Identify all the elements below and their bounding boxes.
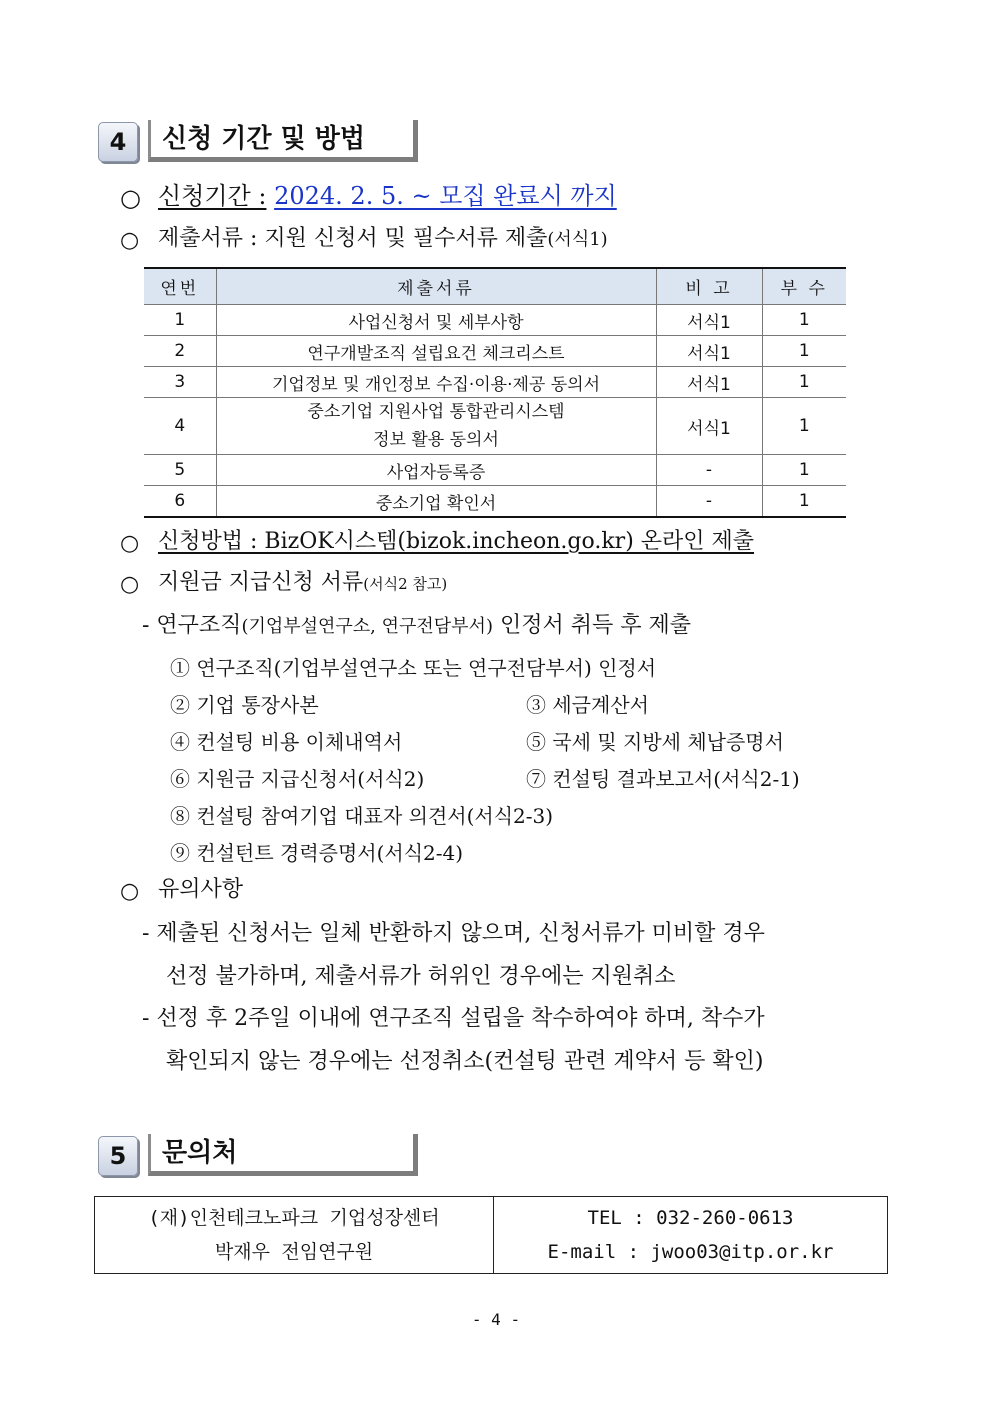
application-method: 신청방법 : BizOK시스템(bizok.incheon.go.kr) 온라인 제출 — [158, 529, 755, 554]
research-org: - 연구조직 — [142, 613, 242, 638]
header-copies: 부 수 — [762, 268, 846, 305]
note-line: - 선정 후 2주일 이내에 연구조직 설립을 착수하여야 하며, 착수가 — [142, 1006, 765, 1031]
docs-intro-note: (서식1) — [547, 229, 608, 250]
row-number: 4 — [144, 398, 216, 455]
table-row — [144, 305, 846, 336]
section5-header — [98, 1134, 428, 1184]
row-copies: 1 — [762, 305, 846, 336]
notes-title: 유의사항 — [158, 877, 244, 902]
notes-bullet-icon: ○ — [120, 879, 140, 904]
contact-table — [94, 1196, 888, 1274]
grant-item: ③ 세금계산서 — [526, 693, 649, 717]
row-remarks: 서식1 — [656, 398, 762, 455]
section4-title: 신청 기간 및 방법 — [162, 124, 365, 154]
table-row — [144, 336, 846, 367]
contact-person: 박재우 전임연구원 — [214, 1241, 374, 1263]
contact-org-cell — [95, 1197, 494, 1274]
note-line: - 제출된 신청서는 일체 반환하지 않으며, 신청서류가 미비할 경우 — [142, 921, 765, 946]
row-copies: 1 — [762, 486, 846, 518]
grant-item: ⑦ 컨설팅 결과보고서(서식2-1) — [526, 767, 800, 791]
header-document: 제출서류 — [216, 268, 656, 305]
grant-item: ⑤ 국세 및 지방세 체납증명서 — [526, 730, 784, 754]
contact-info-cell — [494, 1197, 888, 1274]
research-org-line — [142, 611, 691, 642]
row-document — [216, 398, 656, 455]
period-label: 신청기간 : — [158, 182, 267, 210]
research-org-note: (기업부설연구소, 연구전담부서) — [241, 616, 493, 637]
table-row — [144, 367, 846, 398]
section5-number: 5 — [98, 1136, 138, 1176]
row-copies: 1 — [762, 367, 846, 398]
row-number: 5 — [144, 455, 216, 486]
section4-number: 4 — [98, 122, 138, 162]
row-number: 1 — [144, 305, 216, 336]
contact-tel: TEL : 032-260-0613 — [587, 1207, 794, 1229]
grant-bullet-icon: ○ — [120, 572, 140, 597]
header-number: 연번 — [144, 268, 216, 305]
row-document: 연구개발조직 설립요건 체크리스트 — [216, 336, 656, 367]
row-copies: 1 — [762, 398, 846, 455]
grant-item: ① 연구조직(기업부설연구소 또는 연구전담부서) 인정서 — [170, 656, 657, 680]
docs-intro: 제출서류 : 지원 신청서 및 필수서류 제출 — [158, 226, 548, 251]
grant-item: ⑧ 컨설팅 참여기업 대표자 의견서(서식2-3) — [170, 804, 554, 828]
table-row — [144, 486, 846, 518]
period-line — [158, 181, 617, 211]
grant-docs-note: (서식2 참고) — [363, 575, 448, 593]
method-bullet-icon: ○ — [120, 531, 140, 556]
grant-item: ② 기업 통장사본 — [170, 693, 319, 717]
period-value: 2024. 2. 5. ~ 모집 완료시 까지 — [274, 182, 617, 210]
table-header-row — [144, 268, 846, 305]
row-document: 사업자등록증 — [216, 455, 656, 486]
note-line: 선정 불가하며, 제출서류가 허위인 경우에는 지원취소 — [166, 964, 676, 989]
contact-org: (재)인천테크노파크 기업성장센터 — [148, 1207, 440, 1229]
documents-table — [144, 267, 846, 518]
row-copies: 1 — [762, 336, 846, 367]
page-number: - 4 - — [471, 1310, 521, 1329]
row-number: 3 — [144, 367, 216, 398]
period-bullet-icon: ○ — [120, 184, 141, 212]
row-remarks: - — [656, 455, 762, 486]
section5-title: 문의처 — [162, 1138, 238, 1168]
row-document-line2: 정보 활용 동의서 — [373, 430, 499, 450]
row-number: 2 — [144, 336, 216, 367]
row-document: 중소기업 확인서 — [216, 486, 656, 518]
docs-intro-line — [158, 224, 608, 255]
grant-item: ⑨ 컨설턴트 경력증명서(서식2-4) — [170, 841, 464, 865]
grant-docs: 지원금 지급신청 서류 — [158, 570, 364, 595]
grant-docs-line — [158, 568, 447, 599]
row-document: 기업정보 및 개인정보 수집·이용·제공 동의서 — [216, 367, 656, 398]
row-remarks: 서식1 — [656, 305, 762, 336]
row-remarks: - — [656, 486, 762, 518]
note-line: 확인되지 않는 경우에는 선정취소(컨설팅 관련 계약서 등 확인) — [166, 1049, 764, 1074]
contact-email: E-mail : jwoo03@itp.or.kr — [547, 1241, 834, 1263]
grant-item: ⑥ 지원금 지급신청서(서식2) — [170, 767, 425, 791]
contact-row — [95, 1197, 888, 1274]
table-row — [144, 398, 846, 455]
row-number: 6 — [144, 486, 216, 518]
row-document-line1: 중소기업 지원사업 통합관리시스템 — [307, 402, 565, 422]
row-document: 사업신청서 및 세부사항 — [216, 305, 656, 336]
grant-item: ④ 컨설팅 비용 이체내역서 — [170, 730, 403, 754]
header-remarks: 비 고 — [656, 268, 762, 305]
docs-bullet-icon: ○ — [120, 228, 140, 253]
row-remarks: 서식1 — [656, 336, 762, 367]
row-copies: 1 — [762, 455, 846, 486]
research-org-tail: 인정서 취득 후 제출 — [492, 613, 691, 638]
table-row — [144, 455, 846, 486]
row-remarks: 서식1 — [656, 367, 762, 398]
section4-header — [98, 120, 428, 170]
